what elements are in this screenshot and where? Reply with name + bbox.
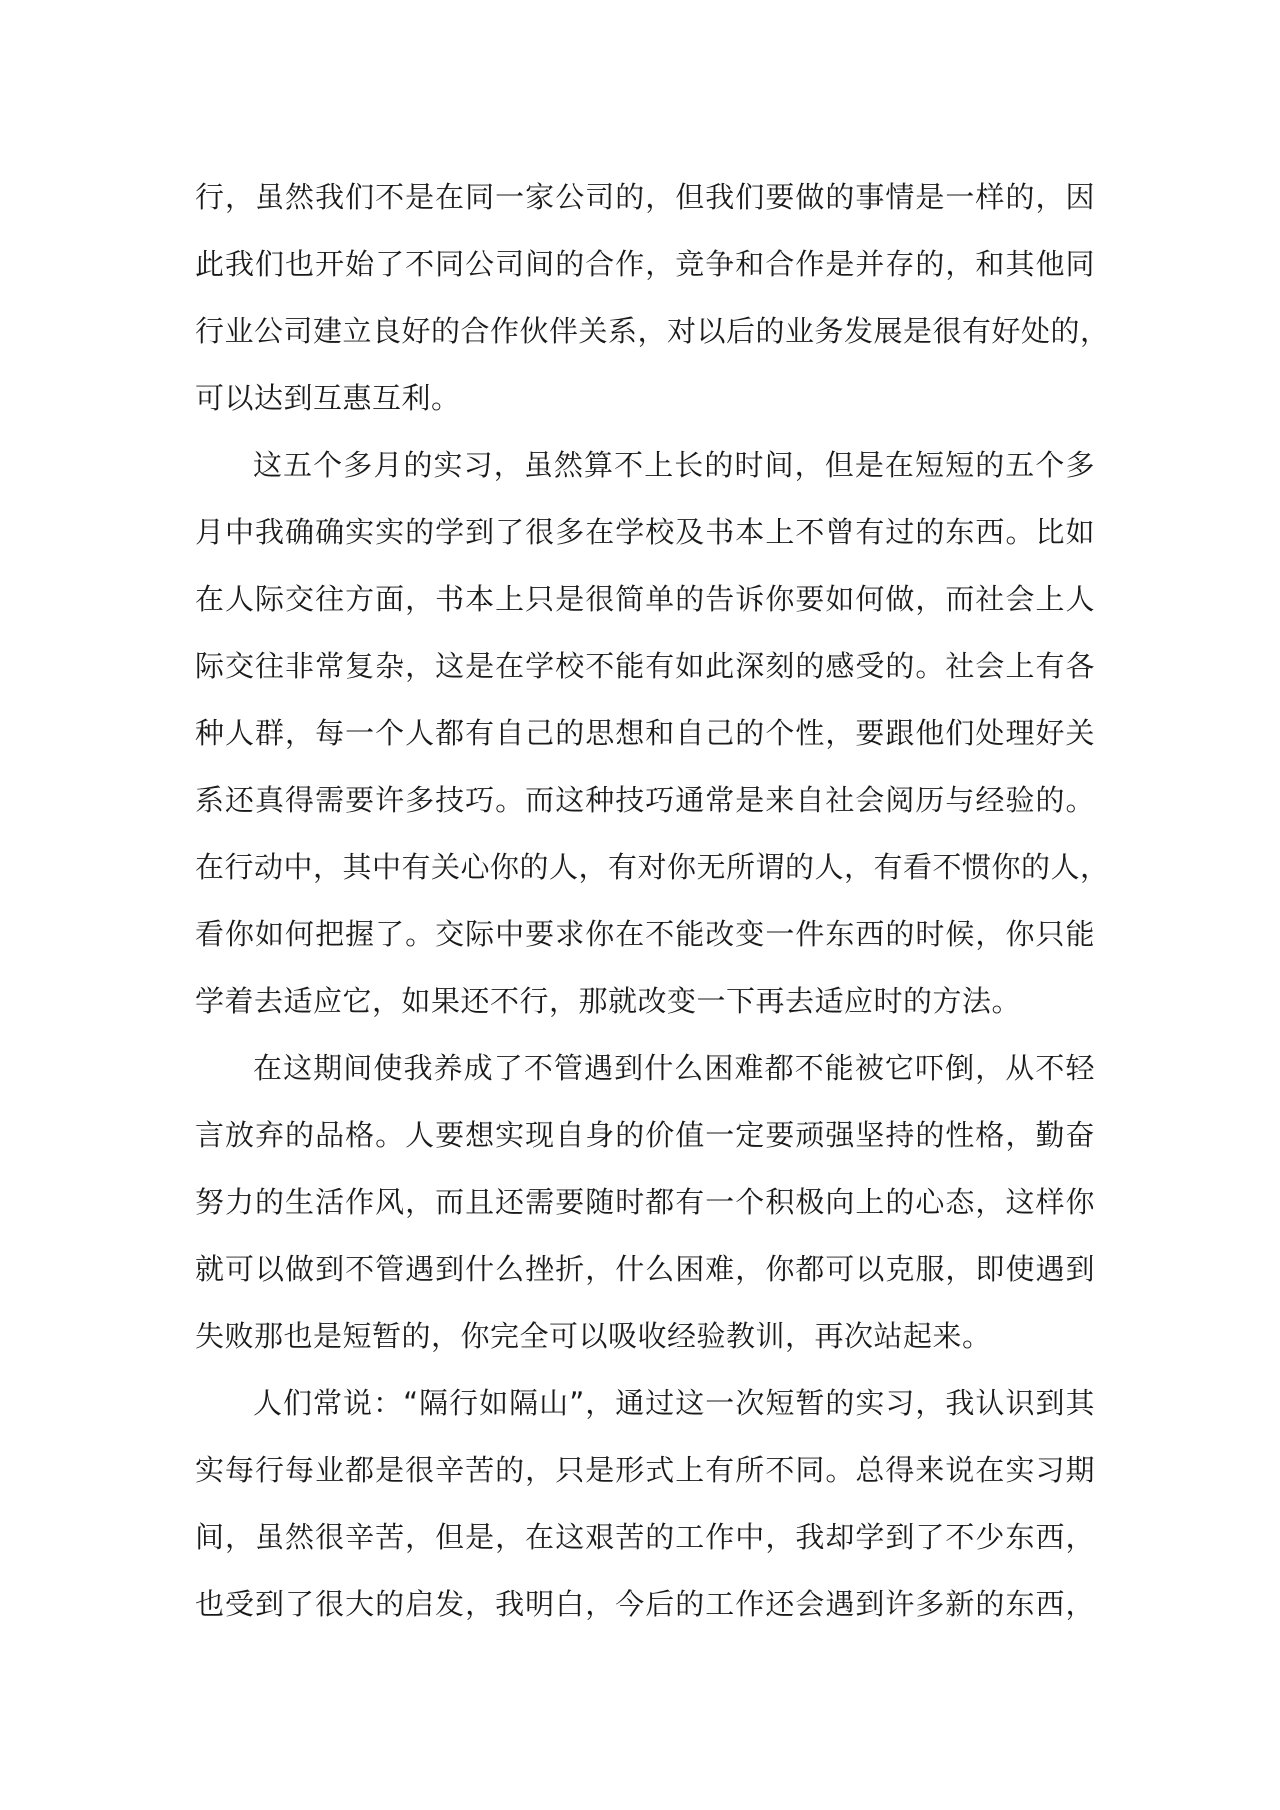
text-line: 行业公司建立良好的合作伙伴关系，对以后的业务发展是很有好处的， — [195, 314, 1110, 348]
paragraph-first-line: 这五个多月的实习，虽然算不上长的时间，但是在短短的五个多 — [253, 448, 1095, 482]
text-line: 也受到了很大的启发，我明白，今后的工作还会遇到许多新的东西， — [195, 1587, 1095, 1621]
text-line: 可以达到互惠互利。 — [195, 381, 461, 415]
text-line: 种人群，每一个人都有自己的思想和自己的个性，要跟他们处理好关 — [195, 716, 1095, 750]
text-line: 此我们也开始了不同公司间的合作，竞争和合作是并存的，和其他同 — [195, 247, 1095, 281]
text-line: 失败那也是短暂的，你完全可以吸收经验教训，再次站起来。 — [195, 1319, 992, 1353]
text-line: 言放弃的品格。人要想实现自身的价值一定要顽强坚持的性格，勤奋 — [195, 1118, 1095, 1152]
text-line: 在行动中，其中有关心你的人，有对你无所谓的人，有看不惯你的人， — [195, 850, 1110, 884]
text-line: 努力的生活作风，而且还需要随时都有一个积极向上的心态，这样你 — [195, 1185, 1095, 1219]
text-line: 行，虽然我们不是在同一家公司的，但我们要做的事情是一样的，因 — [195, 180, 1095, 214]
body-text — [195, 164, 1110, 1638]
text-line: 学着去适应它，如果还不行，那就改变一下再去适应时的方法。 — [195, 984, 1022, 1018]
text-line: 实每行每业都是很辛苦的，只是形式上有所不同。总得来说在实习期 — [195, 1453, 1095, 1487]
text-line: 际交往非常复杂，这是在学校不能有如此深刻的感受的。社会上有各 — [195, 649, 1095, 683]
paragraph-first-line: 人们常说：“隔行如隔山”，通过这一次短暂的实习，我认识到其 — [253, 1386, 1095, 1420]
text-line: 系还真得需要许多技巧。而这种技巧通常是来自社会阅历与经验的。 — [195, 783, 1095, 817]
text-line: 在人际交往方面，书本上只是很简单的告诉你要如何做，而社会上人 — [195, 582, 1095, 616]
text-line: 间，虽然很辛苦，但是，在这艰苦的工作中，我却学到了不少东西， — [195, 1520, 1095, 1554]
text-line: 看你如何把握了。交际中要求你在不能改变一件东西的时候，你只能 — [195, 917, 1095, 951]
paragraph-first-line: 在这期间使我养成了不管遇到什么困难都不能被它吓倒，从不轻 — [253, 1051, 1095, 1085]
text-line: 就可以做到不管遇到什么挫折，什么困难，你都可以克服，即使遇到 — [195, 1252, 1095, 1286]
text-line: 月中我确确实实的学到了很多在学校及书本上不曾有过的东西。比如 — [195, 515, 1095, 549]
